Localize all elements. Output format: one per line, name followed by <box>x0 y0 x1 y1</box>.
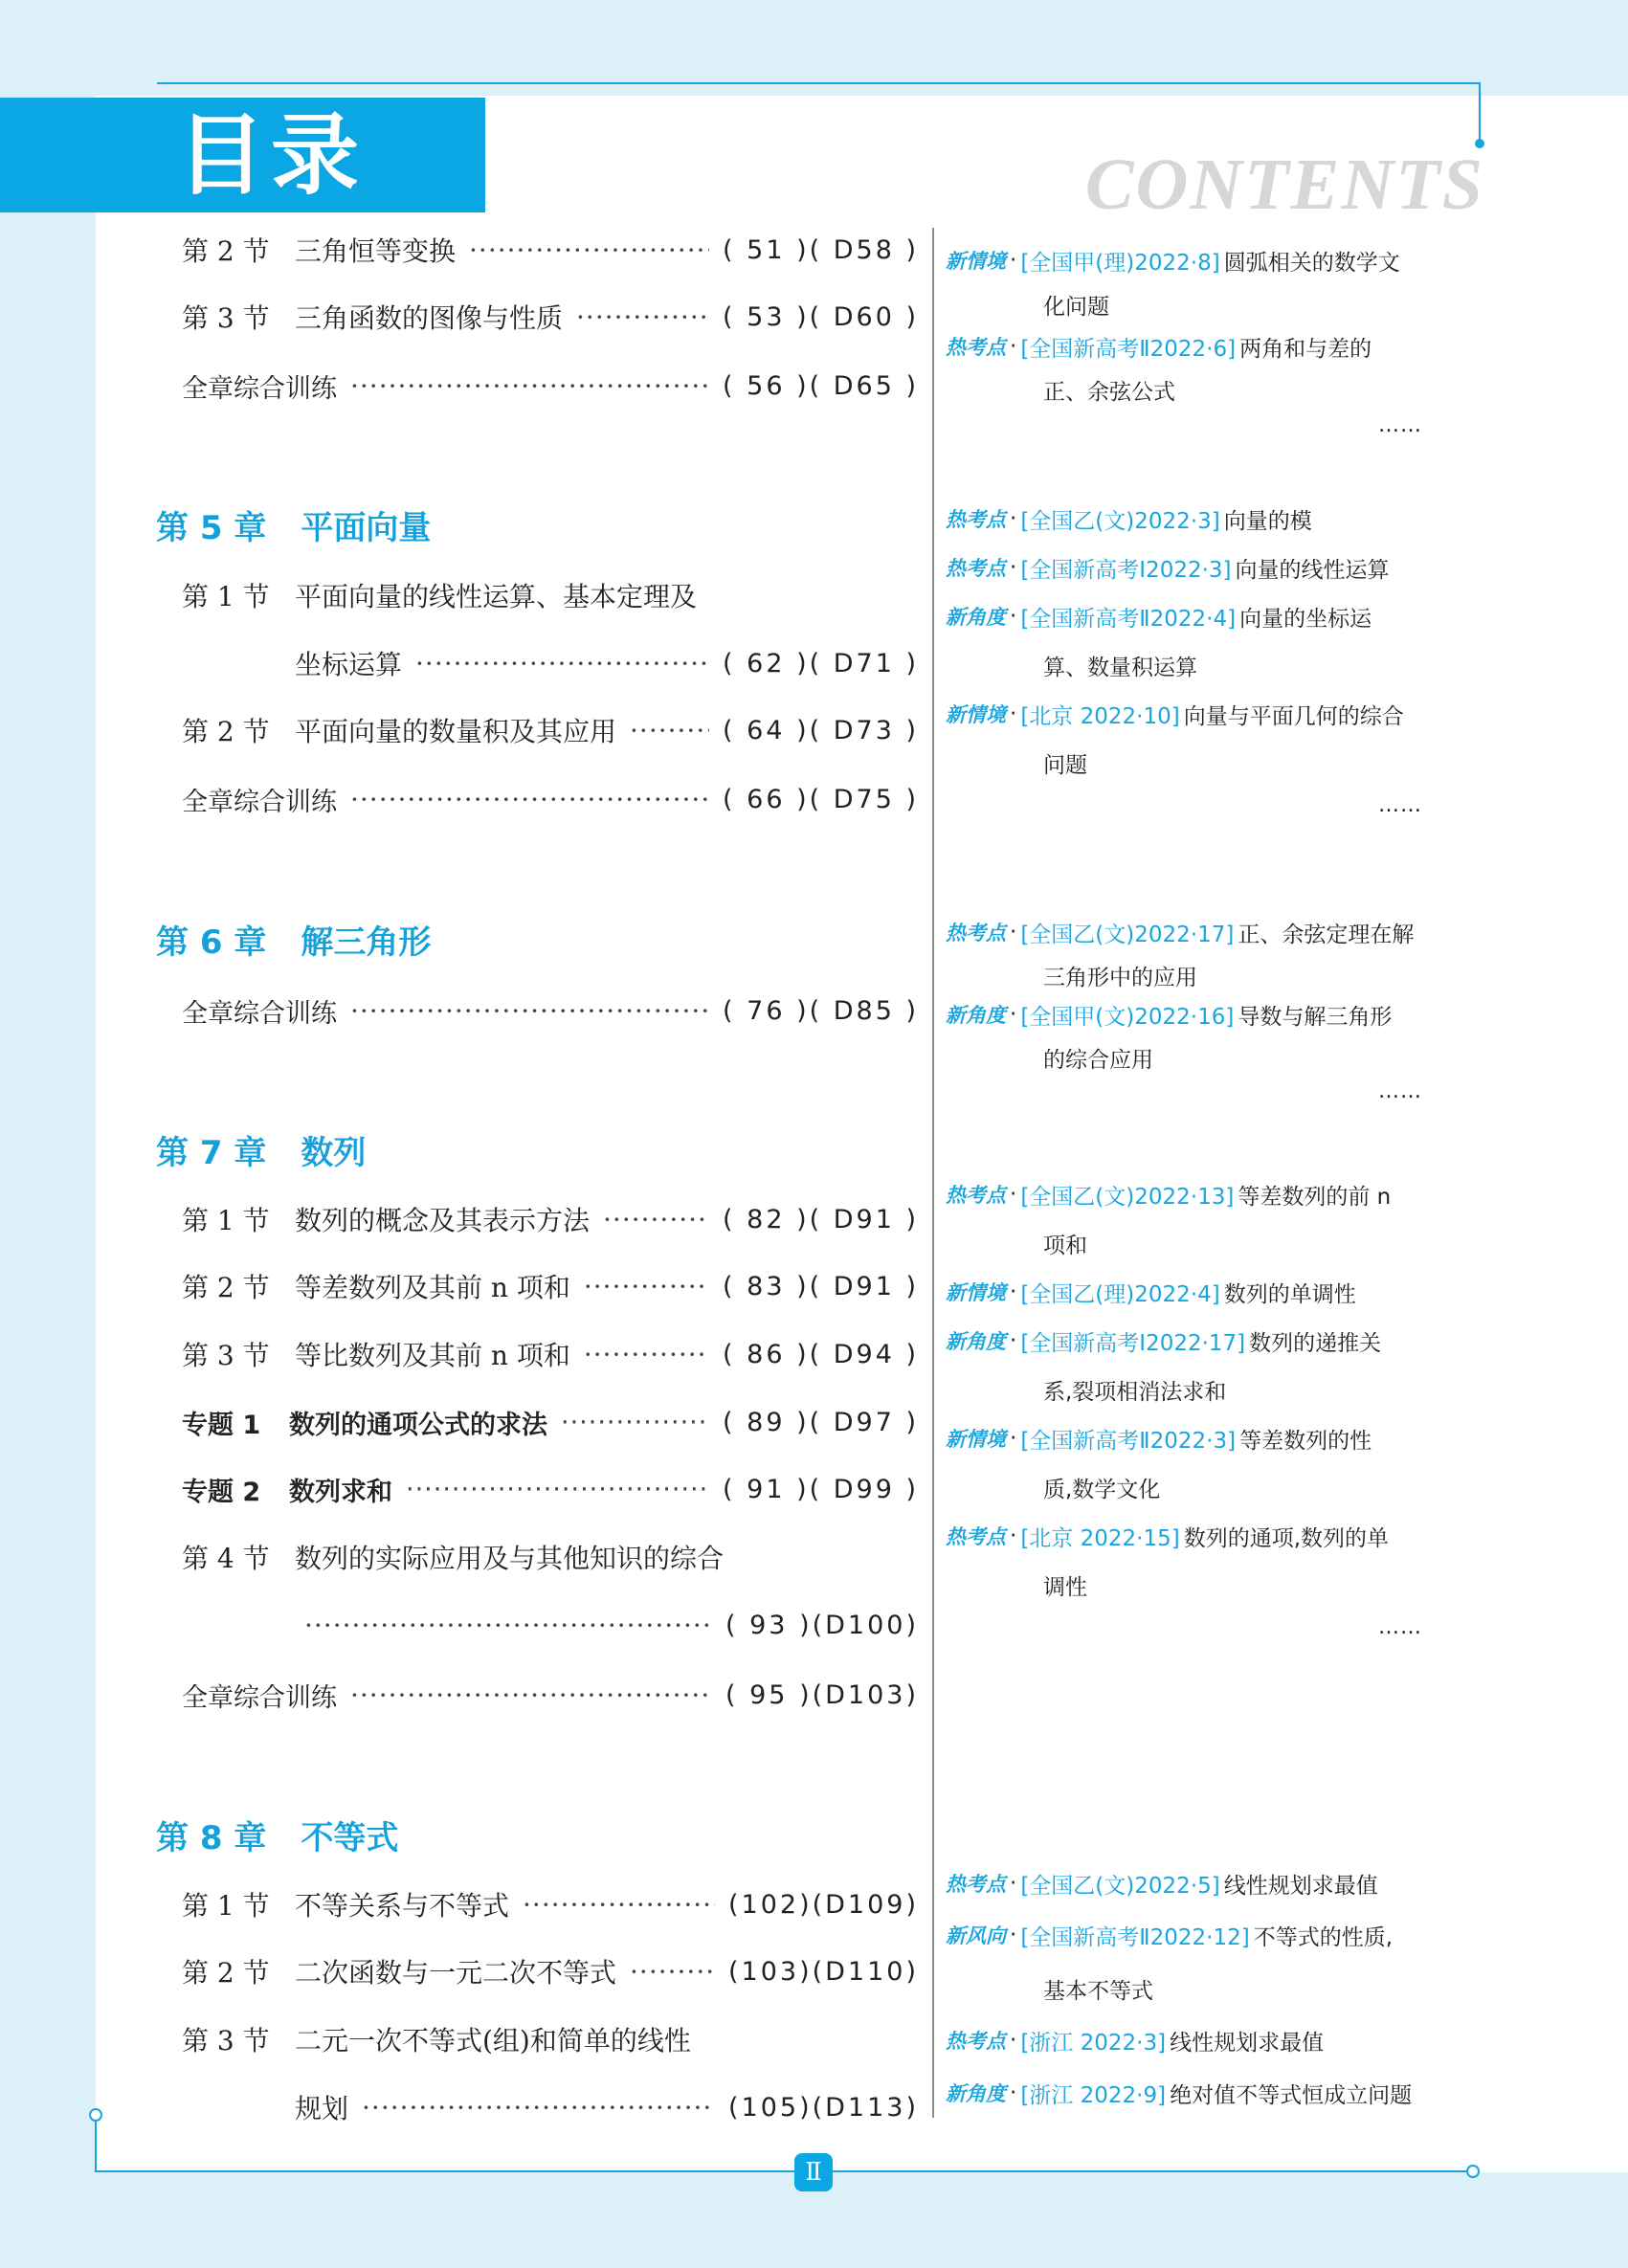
dot-leader <box>630 1956 715 1988</box>
chapter-number: 第 8 章 <box>156 1819 267 1857</box>
topic-label: 专题 2 <box>182 1477 261 1507</box>
exam-note: 热考点 · [全国乙(文)2022·5] 线性规划求最值 <box>946 1862 1482 1904</box>
note-source: [浙江 2022·9] <box>1020 2082 1167 2108</box>
note-text: 数列的递推关 <box>1249 1330 1382 1356</box>
section-label: 第 2 节 <box>182 1957 270 1989</box>
note-source: [北京 2022·10] <box>1020 703 1180 729</box>
section-label: 第 3 节 <box>182 1340 270 1371</box>
entry-title: 平面向量的数量积及其应用 <box>295 716 617 747</box>
toc-entry[interactable] <box>182 226 919 274</box>
note-tag: 新角度 <box>946 1330 1006 1353</box>
dot-leader <box>584 1271 709 1302</box>
note-source: [全国乙(理)2022·4] <box>1020 1281 1220 1307</box>
entry-title: 数列的通项公式的求法 <box>289 1410 547 1440</box>
entry-title: 数列的实际应用及与其他知识的综合 <box>295 1543 725 1574</box>
chapter-heading[interactable] <box>156 501 431 548</box>
section-label: 第 1 节 <box>182 581 270 612</box>
exam-note: 新情境 · [全国甲(理)2022·8] 圆弧相关的数学文 <box>946 239 1482 281</box>
page-ref: ( 95 )(D103) <box>725 1679 919 1710</box>
note-source: [全国新高考Ⅰ2022·3] <box>1020 557 1232 583</box>
dot-leader <box>576 301 709 333</box>
frame-line-top <box>157 82 1480 84</box>
toc-entry-continuation[interactable] <box>295 639 919 687</box>
dot-leader <box>523 1889 715 1921</box>
toc-entry[interactable] <box>182 1262 919 1310</box>
page-number: Ⅱ <box>794 2153 833 2191</box>
contents-watermark: CONTENTS <box>1084 145 1484 225</box>
page-ref: ( 56 )( D65 ) <box>723 370 919 401</box>
page-ref: ( 62 )( D71 ) <box>723 648 919 678</box>
page-ref: ( 86 )( D94 ) <box>723 1339 919 1369</box>
toc-entry[interactable] <box>182 1330 919 1378</box>
toc-entry[interactable] <box>182 293 919 341</box>
dot-leader <box>362 2092 715 2123</box>
dot-leader <box>406 1475 709 1504</box>
note-continuation: 正、余弦公式 <box>1043 380 1175 405</box>
frame-ring <box>89 2108 102 2122</box>
note-tag: 新角度 <box>946 2082 1006 2105</box>
section-label: 第 1 节 <box>182 1890 270 1922</box>
page-ref: ( 91 )( D99 ) <box>723 1474 919 1504</box>
toc-entry[interactable] <box>182 775 919 823</box>
entry-title: 数列求和 <box>289 1477 392 1507</box>
toc-entry[interactable] <box>182 362 919 410</box>
note-text: 向量的坐标运 <box>1239 606 1372 632</box>
note-text: 数列的单调性 <box>1223 1281 1356 1307</box>
chapter-number: 第 6 章 <box>156 923 267 962</box>
toc-entry[interactable] <box>182 1880 919 1928</box>
page-ref: ( 76 )( D85 ) <box>723 995 919 1026</box>
toc-entry[interactable] <box>182 571 919 619</box>
exam-note: 新风向 · [全国新高考Ⅱ2022·12] 不等式的性质, <box>946 1914 1482 1956</box>
entry-title-continuation: 坐标运算 <box>295 649 403 680</box>
dot-leader <box>350 370 709 402</box>
toc-entry[interactable] <box>182 1533 919 1581</box>
entry-title: 数列的概念及其表示方法 <box>295 1205 591 1236</box>
note-text: 正、余弦定理在解 <box>1238 922 1415 947</box>
topic-label: 专题 1 <box>182 1410 261 1440</box>
note-text: 绝对值不等式恒成立问题 <box>1170 2082 1413 2108</box>
dot-leader <box>561 1408 709 1437</box>
note-source: [全国甲(理)2022·8] <box>1020 250 1220 276</box>
note-text: 向量与平面几何的综合 <box>1183 703 1404 729</box>
note-continuation: 问题 <box>1043 753 1087 778</box>
chapter-heading[interactable] <box>156 916 431 963</box>
ellipsis: …… <box>1378 793 1422 817</box>
page-ref: (103)(D110) <box>728 1956 919 1987</box>
toc-entry-topic[interactable] <box>182 1465 919 1513</box>
exam-note: 热考点 · [全国新高考Ⅱ2022·6] 两角和与差的 <box>946 325 1482 367</box>
exam-note: 热考点 · [浙江 2022·3] 线性规划求最值 <box>946 2019 1482 2061</box>
page-ref: ( 83 )( D91 ) <box>723 1271 919 1301</box>
column-divider <box>932 228 934 2118</box>
toc-entry[interactable] <box>182 987 919 1034</box>
frame-line-left <box>95 2120 97 2171</box>
note-text: 两角和与差的 <box>1239 336 1372 362</box>
exam-note: 热考点 · [北京 2022·15] 数列的通项,数列的单 <box>946 1515 1482 1557</box>
ellipsis: …… <box>1378 413 1422 437</box>
note-tag: 新风向 <box>946 1924 1006 1947</box>
exam-note: 热考点 · [全国乙(文)2022·17] 正、余弦定理在解 <box>946 911 1482 953</box>
note-tag: 热考点 <box>946 336 1006 359</box>
toc-entry[interactable] <box>182 1195 919 1243</box>
exam-note: 新角度 · [全国新高考Ⅰ2022·17] 数列的递推关 <box>946 1320 1482 1362</box>
note-source: [全国乙(文)2022·13] <box>1020 1184 1235 1210</box>
toc-entry-topic[interactable] <box>182 1398 919 1446</box>
note-tag: 新角度 <box>946 1004 1006 1027</box>
entry-title: 二次函数与一元二次不等式 <box>295 1957 617 1989</box>
frame-line-right <box>1479 82 1481 142</box>
dot-leader <box>630 715 709 746</box>
section-label: 第 2 节 <box>182 235 270 267</box>
toc-entry[interactable] <box>182 1947 919 1995</box>
note-text: 向量的模 <box>1223 508 1312 534</box>
entry-title: 全章综合训练 <box>182 787 337 817</box>
entry-title-continuation: 规划 <box>295 2093 349 2124</box>
page-ref: ( 89 )( D97 ) <box>723 1407 919 1437</box>
exam-note: 热考点 · [全国乙(文)2022·3] 向量的模 <box>946 498 1482 540</box>
note-source: [全国甲(文)2022·16] <box>1020 1004 1235 1030</box>
dot-leader <box>350 784 709 815</box>
entry-title: 全章综合训练 <box>182 1682 337 1713</box>
entry-title: 等差数列及其前 n 项和 <box>295 1272 570 1303</box>
exam-note: 新角度 · [浙江 2022·9] 绝对值不等式恒成立问题 <box>946 2072 1482 2114</box>
note-continuation: 系,裂项相消法求和 <box>1043 1380 1227 1405</box>
section-label: 第 2 节 <box>182 1272 270 1303</box>
note-tag: 热考点 <box>946 2030 1006 2053</box>
entry-title: 三角函数的图像与性质 <box>295 302 564 334</box>
page-ref: ( 82 )( D91 ) <box>723 1204 919 1234</box>
note-text: 向量的线性运算 <box>1235 557 1390 583</box>
chapter-number: 第 5 章 <box>156 509 267 547</box>
toc-entry[interactable] <box>182 1671 919 1719</box>
toc-entry-continuation[interactable] <box>295 1601 919 1649</box>
chapter-heading[interactable] <box>156 1812 398 1858</box>
dot-leader <box>603 1204 709 1235</box>
note-text: 不等式的性质, <box>1253 1924 1394 1950</box>
page-ref: (102)(D109) <box>728 1889 919 1920</box>
note-continuation: 基本不等式 <box>1043 1979 1153 2004</box>
page-ref: ( 51 )( D58 ) <box>723 234 919 265</box>
page-ref: ( 93 )(D100) <box>725 1610 919 1640</box>
note-tag: 热考点 <box>946 1184 1006 1207</box>
note-text: 导数与解三角形 <box>1238 1004 1393 1030</box>
note-tag: 热考点 <box>946 1873 1006 1896</box>
page-ref: (105)(D113) <box>728 2092 919 2123</box>
entry-title: 三角恒等变换 <box>295 235 457 267</box>
page-ref: ( 64 )( D73 ) <box>723 715 919 745</box>
frame-ring <box>1466 2165 1480 2178</box>
chapter-name: 不等式 <box>301 1819 399 1857</box>
note-source: [全国新高考Ⅱ2022·3] <box>1020 1428 1237 1454</box>
ellipsis: …… <box>1378 1615 1422 1639</box>
note-source: [全国新高考Ⅰ2022·17] <box>1020 1330 1246 1356</box>
note-tag: 热考点 <box>946 1525 1006 1548</box>
chapter-name: 数列 <box>301 1134 367 1172</box>
section-label: 第 3 节 <box>182 302 270 334</box>
note-tag: 热考点 <box>946 557 1006 580</box>
note-continuation: 质,数学文化 <box>1043 1478 1161 1502</box>
section-label: 第 3 节 <box>182 2025 270 2057</box>
note-source: [全国新高考Ⅱ2022·4] <box>1020 606 1237 632</box>
note-source: [北京 2022·15] <box>1020 1525 1180 1551</box>
note-tag: 热考点 <box>946 922 1006 945</box>
entry-title: 全章综合训练 <box>182 998 337 1029</box>
note-continuation: 调性 <box>1043 1575 1087 1600</box>
note-continuation: 三角形中的应用 <box>1043 966 1197 990</box>
section-label: 第 2 节 <box>182 716 270 747</box>
note-continuation: 项和 <box>1043 1234 1087 1258</box>
note-text: 线性规划求最值 <box>1223 1873 1378 1899</box>
page-ref: ( 53 )( D60 ) <box>723 301 919 332</box>
toc-entry[interactable] <box>182 706 919 754</box>
section-label: 第 1 节 <box>182 1205 270 1236</box>
exam-note: 新情境 · [全国乙(理)2022·4] 数列的单调性 <box>946 1271 1482 1313</box>
exam-note: 新情境 · [北京 2022·10] 向量与平面几何的综合 <box>946 693 1482 735</box>
note-tag: 热考点 <box>946 508 1006 531</box>
page-ref: ( 66 )( D75 ) <box>723 784 919 814</box>
note-source: [全国乙(文)2022·5] <box>1020 1873 1220 1899</box>
note-text: 等差数列的前 n <box>1238 1184 1392 1210</box>
note-tag: 新情境 <box>946 1428 1006 1451</box>
note-text: 圆弧相关的数学文 <box>1223 250 1400 276</box>
section-label: 第 4 节 <box>182 1543 270 1574</box>
exam-note: 热考点 · [全国新高考Ⅰ2022·3] 向量的线性运算 <box>946 546 1482 589</box>
exam-note: 新角度 · [全国新高考Ⅱ2022·4] 向量的坐标运 <box>946 595 1482 637</box>
entry-title: 全章综合训练 <box>182 373 337 404</box>
note-tag: 新角度 <box>946 606 1006 629</box>
chapter-heading[interactable] <box>156 1126 366 1173</box>
note-tag: 新情境 <box>946 703 1006 726</box>
dot-leader <box>469 234 709 266</box>
exam-note: 热考点 · [全国乙(文)2022·13] 等差数列的前 n <box>946 1173 1482 1215</box>
page-title: 目录 <box>177 104 366 207</box>
entry-title: 二元一次不等式(组)和简单的线性 <box>295 2025 691 2057</box>
entry-title: 平面向量的线性运算、基本定理及 <box>295 581 698 612</box>
note-source: [全国乙(文)2022·3] <box>1020 508 1220 534</box>
chapter-number: 第 7 章 <box>156 1134 267 1172</box>
ellipsis: …… <box>1378 1079 1422 1103</box>
note-continuation: 的综合应用 <box>1043 1048 1153 1073</box>
note-source: [全国新高考Ⅱ2022·6] <box>1020 336 1237 362</box>
dot-leader <box>415 648 709 679</box>
toc-entry-continuation[interactable] <box>295 2083 919 2131</box>
entry-title: 等比数列及其前 n 项和 <box>295 1340 570 1371</box>
toc-entry[interactable] <box>182 2015 919 2063</box>
note-text: 数列的通项,数列的单 <box>1183 1525 1389 1551</box>
note-continuation: 算、数量积运算 <box>1043 656 1197 680</box>
frame-line-bottom <box>95 2170 1473 2172</box>
chapter-name: 解三角形 <box>301 923 432 962</box>
note-continuation: 化问题 <box>1043 295 1109 320</box>
note-tag: 新情境 <box>946 1281 1006 1304</box>
dot-leader <box>304 1610 712 1641</box>
note-source: [全国乙(文)2022·17] <box>1020 922 1235 947</box>
note-text: 线性规划求最值 <box>1170 2030 1325 2056</box>
chapter-name: 平面向量 <box>301 509 432 547</box>
dot-leader <box>584 1339 709 1370</box>
note-source: [浙江 2022·3] <box>1020 2030 1167 2056</box>
note-text: 等差数列的性 <box>1239 1428 1372 1454</box>
dot-leader <box>350 1679 712 1711</box>
note-tag: 新情境 <box>946 250 1006 273</box>
note-source: [全国新高考Ⅱ2022·12] <box>1020 1924 1250 1950</box>
entry-title: 不等关系与不等式 <box>295 1890 510 1922</box>
dot-leader <box>350 995 709 1027</box>
exam-note: 新情境 · [全国新高考Ⅱ2022·3] 等差数列的性 <box>946 1417 1482 1459</box>
exam-note: 新角度 · [全国甲(文)2022·16] 导数与解三角形 <box>946 993 1482 1035</box>
